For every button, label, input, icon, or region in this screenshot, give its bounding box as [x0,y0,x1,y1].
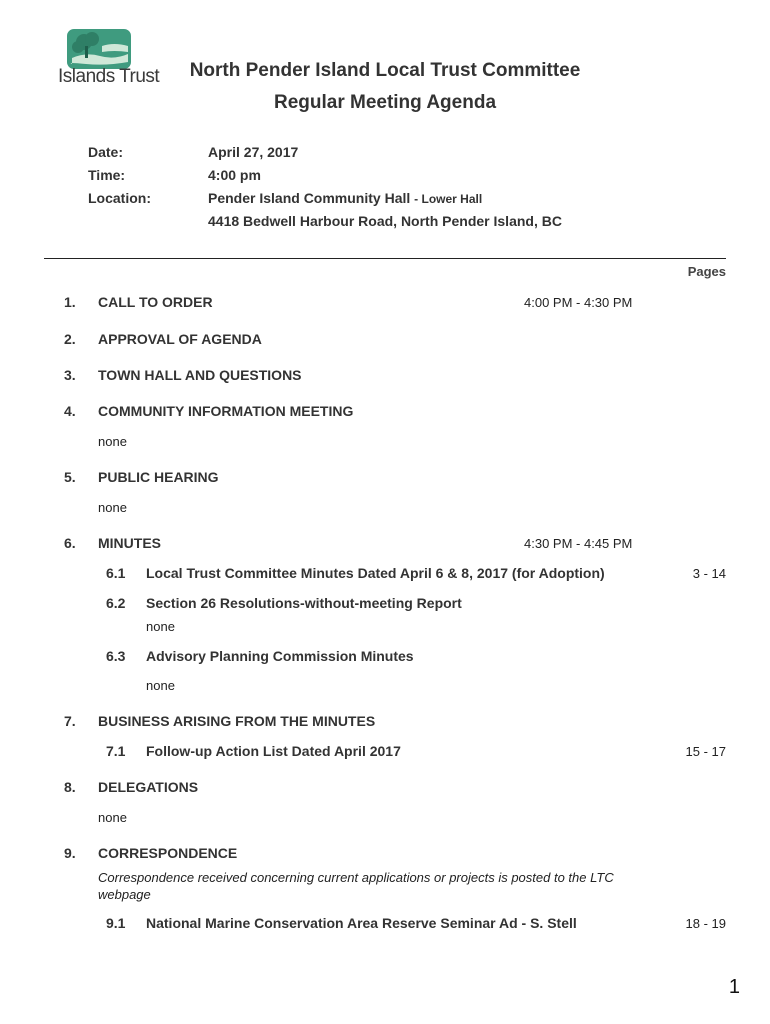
location-name: Pender Island Community Hall [208,190,411,206]
item-time: 4:00 PM - 4:30 PM [524,295,633,310]
agenda-item-approval: APPROVAL OF AGENDA [98,331,262,347]
date-label: Date: [88,144,124,160]
subitem-ltc-minutes: Local Trust Committee Minutes Dated April 6 & 8, 2017 (for Adoption) [146,565,605,581]
agenda-item-public-hearing: PUBLIC HEARING [98,469,219,485]
item-note: none [146,619,175,634]
date-value: April 27, 2017 [208,144,299,160]
agenda-item-call-to-order: CALL TO ORDER [98,294,213,310]
item-note: none [98,434,127,449]
subitem-nmca-seminar: National Marine Conservation Area Reserve Seminar Ad - S. Stell [146,915,577,931]
pages-column-header: Pages [687,264,726,279]
item-pages: 15 - 17 [685,744,726,759]
item-pages: 3 - 14 [692,566,726,581]
agenda-item-town-hall: TOWN HALL AND QUESTIONS [98,367,302,383]
item-number: 5. [64,469,76,485]
item-number: 2. [64,331,76,347]
item-number: 6. [64,535,76,551]
item-time: 4:30 PM - 4:45 PM [524,536,633,551]
item-number: 7. [64,713,76,729]
item-number: 1. [64,294,76,310]
item-note: none [98,500,127,515]
item-number: 9. [64,845,76,861]
agenda-item-business-arising: BUSINESS ARISING FROM THE MINUTES [98,713,376,729]
location-label: Location: [88,190,151,206]
subitem-number: 6.2 [106,595,126,611]
document-subtitle: Regular Meeting Agenda [273,92,497,113]
agenda-item-correspondence: CORRESPONDENCE [98,845,238,861]
item-number: 4. [64,403,76,419]
subitem-apc-minutes: Advisory Planning Commission Minutes [146,648,414,664]
subitem-section-26: Section 26 Resolutions-without-meeting Report [146,595,462,611]
page-number: 1 [728,976,740,998]
header-divider [44,258,726,259]
location-value [208,190,482,206]
item-note: none [146,678,175,693]
logo-text: Islands Trust [58,66,160,87]
subitem-number: 7.1 [106,743,126,759]
item-number: 3. [64,367,76,383]
subitem-follow-up-list: Follow-up Action List Dated April 2017 [146,743,401,759]
agenda-item-minutes: MINUTES [98,535,161,551]
item-number: 8. [64,779,76,795]
agenda-item-community-info: COMMUNITY INFORMATION MEETING [98,403,354,419]
time-label: Time: [88,167,126,183]
item-note: none [98,810,127,825]
location-sub: - Lower Hall [414,192,483,206]
correspondence-note: Correspondence received concerning current applications or projects is posted to the LTC webpage [98,870,614,902]
subitem-number: 6.3 [106,648,126,664]
subitem-number: 6.1 [106,565,126,581]
document-title: North Pender Island Local Trust Committee [189,60,581,81]
subitem-number: 9.1 [106,915,126,931]
agenda-item-delegations: DELEGATIONS [98,779,199,795]
location-address: 4418 Bedwell Harbour Road, North Pender Island, BC [208,213,562,229]
item-pages: 18 - 19 [685,916,726,931]
time-value: 4:00 pm [208,167,261,183]
